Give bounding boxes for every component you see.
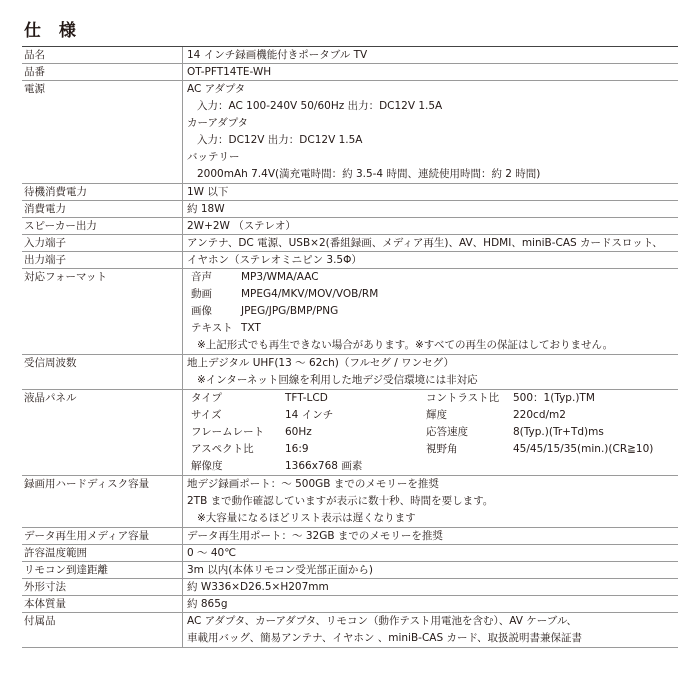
format-type: 動画 (191, 288, 212, 300)
format-line (187, 320, 678, 337)
spec-value: カーアダプタ (187, 117, 249, 129)
spec-row-temperature (22, 545, 678, 562)
spec-value: データ再生用ポート：～ 32GB までのメモリーを推奨 (187, 530, 443, 542)
lcd-line (187, 441, 678, 458)
lcd-key: 応答速度 (426, 426, 468, 438)
spec-row-output-terminals (22, 252, 678, 269)
spec-label: 消費電力 (24, 203, 66, 215)
spec-label: スピーカー出力 (24, 220, 97, 232)
spec-value: 約 865g (187, 598, 228, 610)
spec-value: 0 ～ 40℃ (187, 547, 237, 559)
spec-row-media-capacity (22, 528, 678, 545)
spec-label: 待機消費電力 (24, 186, 87, 198)
spec-value: 1W 以下 (187, 186, 229, 198)
format-value: JPEG/JPG/BMP/PNG (241, 305, 339, 317)
spec-value: アンテナ、DC 電源、USB×2(番組録画、メディア再生)、AV、HDMI、miniB-CAS カードスロット、 (187, 237, 663, 249)
lcd-key: タイプ (191, 392, 222, 404)
spec-value: ※インターネット回線を利用した地デジ受信環境には非対応 (197, 374, 478, 386)
spec-row-reception (22, 355, 678, 390)
spec-row-hdd (22, 476, 678, 528)
lcd-key: フレームレート (191, 426, 265, 438)
spec-label: 品番 (24, 66, 45, 78)
spec-row-product-name (22, 47, 678, 64)
lcd-value: 14 インチ (285, 409, 334, 421)
spec-label: 品名 (24, 49, 45, 61)
lcd-line (187, 424, 678, 441)
spec-value: 入力：DC12V 出力：DC12V 1.5A (197, 134, 363, 146)
spec-label: 入力端子 (24, 237, 66, 249)
spec-row-lcd (22, 390, 678, 476)
spec-row-speaker-output (22, 218, 678, 235)
spec-value: ※大容量になるほどリスト表示は遅くなります (197, 512, 416, 524)
spec-table (22, 46, 678, 648)
format-note: ※上記形式でも再生できない場合があります。※すべての再生の保証はしておりません。 (197, 339, 614, 351)
lcd-value: 1366x768 画素 (285, 460, 363, 472)
format-value: TXT (241, 322, 261, 334)
format-value: MP3/WMA/AAC (241, 271, 319, 283)
lcd-value: 60Hz (285, 426, 312, 438)
spec-value: 地上デジタル UHF(13 ～ 62ch)（フルセグ / ワンセグ） (187, 357, 454, 369)
spec-value: 車載用バッグ、簡易アンテナ、イヤホン 、miniB-CAS カード、取扱説明書兼保証書 (187, 632, 583, 644)
lcd-line (187, 390, 678, 407)
spec-row-formats (22, 269, 678, 355)
spec-value: 14 インチ録画機能付きポータブル TV (187, 49, 368, 61)
lcd-key: 輝度 (426, 409, 447, 421)
lcd-value: 8(Typ.)(Tr+Td)ms (513, 426, 604, 438)
spec-value: 約 18W (187, 203, 225, 215)
lcd-key: サイズ (191, 409, 222, 421)
spec-value: イヤホン（ステレオミニピン 3.5Φ） (187, 254, 362, 266)
spec-label: 付属品 (24, 615, 56, 627)
spec-value: バッテリー (187, 151, 240, 163)
format-value: MPEG4/MKV/MOV/VOB/RM (241, 288, 379, 300)
spec-label: リモコン到達距離 (24, 564, 108, 576)
lcd-line (187, 407, 678, 424)
spec-row-power-consumption (22, 201, 678, 218)
spec-value: 入力：AC 100-240V 50/60Hz 出力：DC12V 1.5A (197, 100, 443, 112)
spec-row-model (22, 64, 678, 81)
format-line (187, 303, 678, 320)
spec-label: 電源 (24, 83, 45, 95)
spec-row-remote-range (22, 562, 678, 579)
spec-label: 受信周波数 (24, 357, 77, 369)
spec-value: 約 W336×D26.5×H207mm (187, 581, 329, 593)
spec-row-accessories (22, 613, 678, 648)
spec-label: 許容温度範囲 (24, 547, 87, 559)
spec-label: 出力端子 (24, 254, 66, 266)
format-type: 画像 (191, 305, 212, 317)
spec-label: 液晶パネル (24, 392, 77, 404)
lcd-key: 解像度 (191, 460, 223, 472)
lcd-value: TFT-LCD (285, 392, 328, 404)
lcd-key: コントラスト比 (426, 392, 500, 404)
spec-label: 録画用ハードディスク容量 (24, 478, 150, 490)
lcd-value: 500：1(Typ.)TM (513, 392, 595, 404)
spec-label: 外形寸法 (24, 581, 66, 593)
spec-value: OT-PFT14TE-WH (187, 66, 272, 78)
lcd-line (187, 458, 678, 475)
format-type: 音声 (191, 271, 212, 283)
spec-row-power (22, 81, 678, 184)
format-type: テキスト (191, 322, 233, 334)
spec-label: データ再生用メディア容量 (24, 530, 150, 542)
spec-value: AC アダプタ (187, 83, 246, 95)
spec-value: AC アダプタ、カーアダプタ、リモコン（動作テスト用電池を含む）、AV ケーブル、 (187, 615, 578, 627)
spec-value: 地デジ録画ポート：～ 500GB までのメモリーを推奨 (187, 478, 439, 490)
spec-value: 3m 以内(本体リモコン受光部正面から) (187, 564, 373, 576)
format-line (187, 286, 678, 303)
spec-row-weight (22, 596, 678, 613)
format-line (187, 269, 678, 286)
spec-label: 本体質量 (24, 598, 66, 610)
lcd-key: アスペクト比 (191, 443, 254, 455)
lcd-key: 視野角 (426, 443, 458, 455)
spec-label: 対応フォーマット (24, 271, 108, 283)
spec-value: 2000mAh 7.4V(満充電時間：約 3.5-4 時間、連続使用時間：約 2 時間) (197, 168, 541, 180)
lcd-value: 16:9 (285, 443, 309, 455)
spec-row-dimensions (22, 579, 678, 596)
lcd-value: 45/45/15/35(min.)(CR≧10) (513, 443, 654, 455)
lcd-value: 220cd/m2 (513, 409, 566, 421)
spec-row-input-terminals (22, 235, 678, 252)
spec-value: 2TB まで動作確認していますが表示に数十秒、時間を要します。 (187, 495, 494, 507)
spec-value: 2W+2W （ステレオ） (187, 220, 296, 232)
page-title: 仕 様 (24, 21, 82, 41)
spec-row-standby-power (22, 184, 678, 201)
